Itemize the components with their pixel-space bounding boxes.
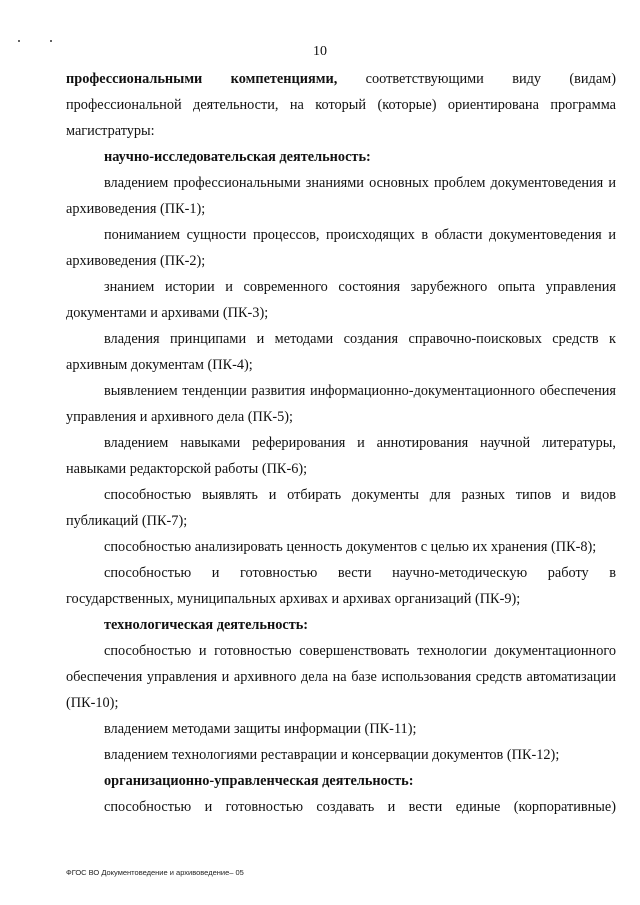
scan-speck bbox=[50, 40, 52, 42]
competence-pk-3: знанием истории и современного состояния зарубежного опыта управления документами и архивами (ПК-3); bbox=[66, 279, 616, 321]
competence-pk-4: владения принципами и методами создания справочно-поисковых средств к архивным документам (ПК-4); bbox=[66, 331, 616, 373]
scan-speck bbox=[18, 40, 20, 42]
section-heading-technological: технологическая деятельность: bbox=[104, 617, 309, 633]
competence-pk-8: способностью анализировать ценность документов с целью их хранения (ПК-8); bbox=[104, 539, 597, 555]
competence-pk-6: владением навыками реферирования и аннотирования научной литературы, навыками редакторской работы (ПК-6); bbox=[66, 435, 616, 477]
competence-pk-1: владением профессиональными знаниями основных проблем документоведения и архивоведения (ПК-1); bbox=[66, 175, 616, 217]
competence-pk-9: способностью и готовностью вести научно-методическую работу в государственных, муниципальных архивах и архивах организаций (ПК-9); bbox=[66, 565, 616, 607]
competence-pk-11: владением методами защиты информации (ПК-11); bbox=[104, 721, 417, 737]
competence-pk-5: выявлением тенденции развития информационно-документационного обеспечения управления и архивного дела (ПК-5); bbox=[66, 383, 616, 425]
competence-pk-10: способностью и готовностью совершенствовать технологии документационного обеспечения управления и архивного дела на базе использования средств автоматизации (ПК-10); bbox=[66, 643, 616, 711]
intro-paragraph bbox=[66, 66, 616, 144]
document-body bbox=[66, 66, 616, 820]
page-number: 10 bbox=[313, 44, 327, 59]
intro-text: соответствующими виду (видам) профессиональной деятельности, на который (которые) ориентирована программа магистратуры: bbox=[66, 71, 616, 139]
page-footer: ФГОС ВО Документоведение и архивоведение– 05 bbox=[66, 868, 244, 877]
section-heading-research: научно-исследовательская деятельность: bbox=[104, 149, 371, 165]
section-heading-organizational: организационно-управленческая деятельность: bbox=[104, 773, 414, 789]
competence-pk-2: пониманием сущности процессов, происходящих в области документоведения и архивоведения (ПК-2); bbox=[66, 227, 616, 269]
competence-pk-7: способностью выявлять и отбирать документы для разных типов и видов публикаций (ПК-7); bbox=[66, 487, 616, 529]
competence-pk-13-start: способностью и готовностью создавать и вести единые (корпоративные) bbox=[104, 799, 616, 815]
competence-pk-12: владением технологиями реставрации и консервации документов (ПК-12); bbox=[104, 747, 560, 763]
intro-bold: профессиональными компетенциями, bbox=[66, 71, 338, 87]
